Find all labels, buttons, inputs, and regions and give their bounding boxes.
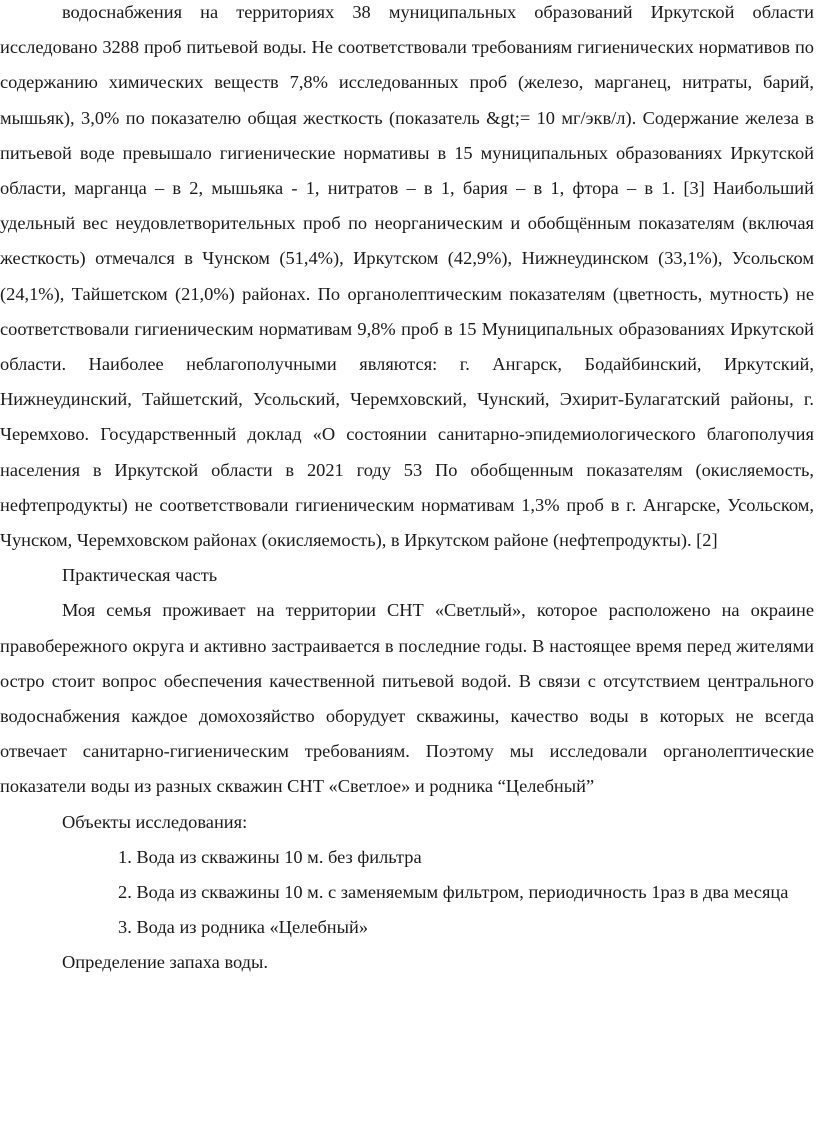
paragraph-water-supply-survey: водоснабжения на территориях 38 муниципальных образований Иркутской области исследовано 3288 проб питьевой воды. Не соответствовали требованиям гигиенических нормативов по содержанию химических веществ 7,8% исследованных проб (железо, марганец, нитраты, барий, мышьяк), 3,0% по показателю общая жесткость (показатель &gt;= 10 мг/экв/л). Содержание железа в питьевой воде превышало гигиенические нормативы в 15 муниципальных образованиях Иркутской области, марганца – в 2, мышьяка - 1, нитратов – в 1, бария – в 1, фтора – в 1. [3] Наибольший удельный вес неудовлетворительных проб по неорганическим и обобщённым показателям (включая жесткость) отмечался в Чунском (51,4%), Иркутском (42,9%), Нижнеудинском (33,1%), Усольском (24,1%), Тайшетском (21,0%) районах. По органолептическим показателям (цветность, мутность) не соответствовали гигиеническим нормативам 9,8% проб в 15 Муниципальных образованиях Иркутской области. Наиболее неблагополучными являются: г. Ангарск, Бодайбинский, Иркутский, Нижнеудинский, Тайшетский, Усольский, Черемховский, Чунский, Эхирит-Булагатский районы, г. Черемхово. Государственный доклад «О состоянии санитарно-эпидемиологического благополучия населения в Иркутской области в 2021 году 53 По обобщенным показателям (окисляемость, нефтепродукты) не соответствовали гигиеническим нормативам 1,3% проб в г. Ангарске, Усольском, Чунском, Черемховском районах (окисляемость), в Иркутском районе (нефтепродукты). [2] — [0, 2, 814, 551]
heading-smell-determination: Определение запаха воды. — [62, 952, 268, 973]
list-item-object-2: 2. Вода из скважины 10 м. с заменяемым фильтром, периодичность 1раз в два месяца — [118, 882, 789, 903]
paragraph-family-snt: Моя семья проживает на территории СНТ «Светлый», которое расположено на окраине правобережного округа и активно застраивается в последние годы. В настоящее время перед жителями остро стоит вопрос обеспечения качественной питьевой водой. В связи с отсутствием центрального водоснабжения каждое домохозяйство оборудует скважины, качество воды в которых не всегда отвечает санитарно-гигиеническим требованиям. Поэтому мы исследовали органолептические показатели воды из разных скважин СНТ «Светлое» и родника “Целебный” — [0, 600, 814, 797]
heading-practical-part: Практическая часть — [62, 565, 218, 586]
list-item-object-3: 3. Вода из родника «Целебный» — [118, 917, 369, 938]
list-item-object-1: 1. Вода из скважины 10 м. без фильтра — [118, 846, 422, 867]
heading-research-objects: Объекты исследования: — [62, 811, 248, 832]
